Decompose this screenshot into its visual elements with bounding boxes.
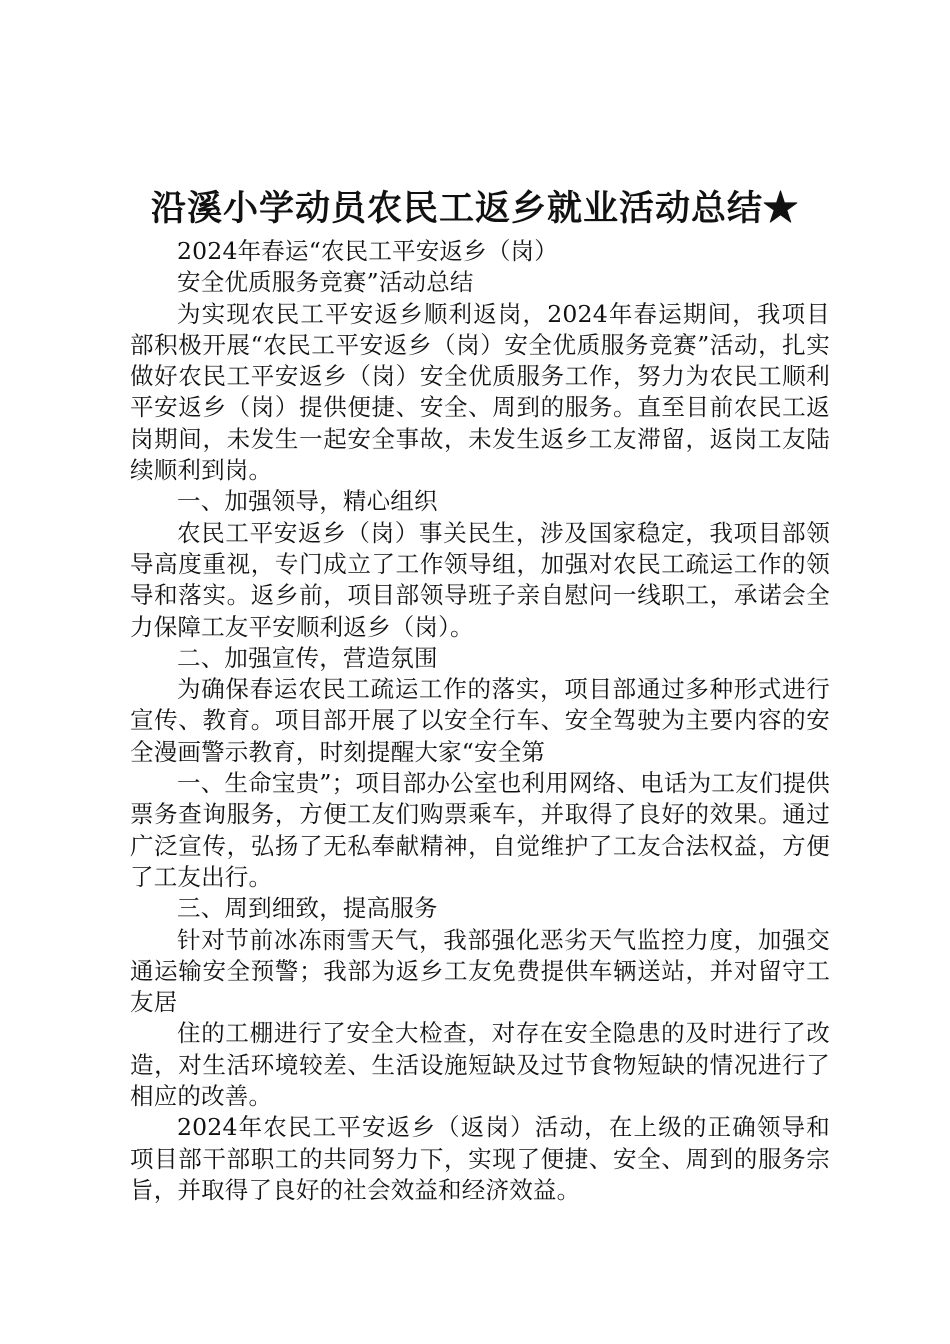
section-heading-2: 二、加强宣传，营造氛围 [177,643,438,672]
document-body [130,236,830,1206]
intro-paragraph: 为实现农民工平安返乡顺利返岗，2024年春运期间，我项目部积极开展“农民工平安返乡（岗）安全优质服务竞赛”活动，扎实做好农民工平安返乡（岗）安全优质服务工作，努力为农民工顺利平安返乡（岗）提供便捷、安全、周到的服务。直至目前农民工返岗期间，未发生一起安全事故，未发生返乡工友滞留，返岗工友陆续顺利到岗。 [130,299,830,485]
document-title: 沿溪小学动员农民工返乡就业活动总结★ [150,188,799,229]
section-2-paragraph-2: 一、生命宝贵”；项目部办公室也利用网络、电话为工友们提供票务查询服务，方便工友们购票乘车，并取得了良好的效果。通过广泛宣传，弘扬了无私奉献精神，自觉维护了工友合法权益，方便了工友出行。 [130,769,830,891]
section-heading-3: 三、周到细致，提高服务 [177,894,438,923]
section-2-paragraph-1: 为确保春运农民工疏运工作的落实，项目部通过多种形式进行宣传、教育。项目部开展了以安全行车、安全驾驶为主要内容的安全漫画警示教育，时刻提醒大家“安全第 [130,675,830,766]
subtitle-line-2: 安全优质服务竞赛”活动总结 [177,268,474,297]
section-heading-1: 一、加强领导，精心组织 [177,487,438,516]
subtitle-line-1: 2024年春运“农民工平安返乡（岗） [177,237,558,265]
section-1-paragraph: 农民工平安返乡（岗）事关民生，涉及国家稳定，我项目部领导高度重视，专门成立了工作领导组，加强对农民工疏运工作的领导和落实。返乡前，项目部领导班子亲自慰问一线职工，承诺会全力保障工友平安顺利返乡（岗）。 [130,518,830,641]
section-3-paragraph-2: 住的工棚进行了安全大检查，对存在安全隐患的及时进行了改造，对生活环境较差、生活设施短缺及过节食物短缺的情况进行了相应的改善。 [130,1019,830,1111]
section-3-paragraph-1: 针对节前冰冻雨雪天气，我部强化恶劣天气监控力度，加强交通运输安全预警；我部为返乡工友免费提供车辆送站，并对留守工友居 [130,925,830,1017]
conclusion-paragraph: 2024年农民工平安返乡（返岗）活动，在上级的正确领导和项目部干部职工的共同努力下，实现了便捷、安全、周到的服务宗旨，并取得了良好的社会效益和经济效益。 [130,1113,830,1204]
